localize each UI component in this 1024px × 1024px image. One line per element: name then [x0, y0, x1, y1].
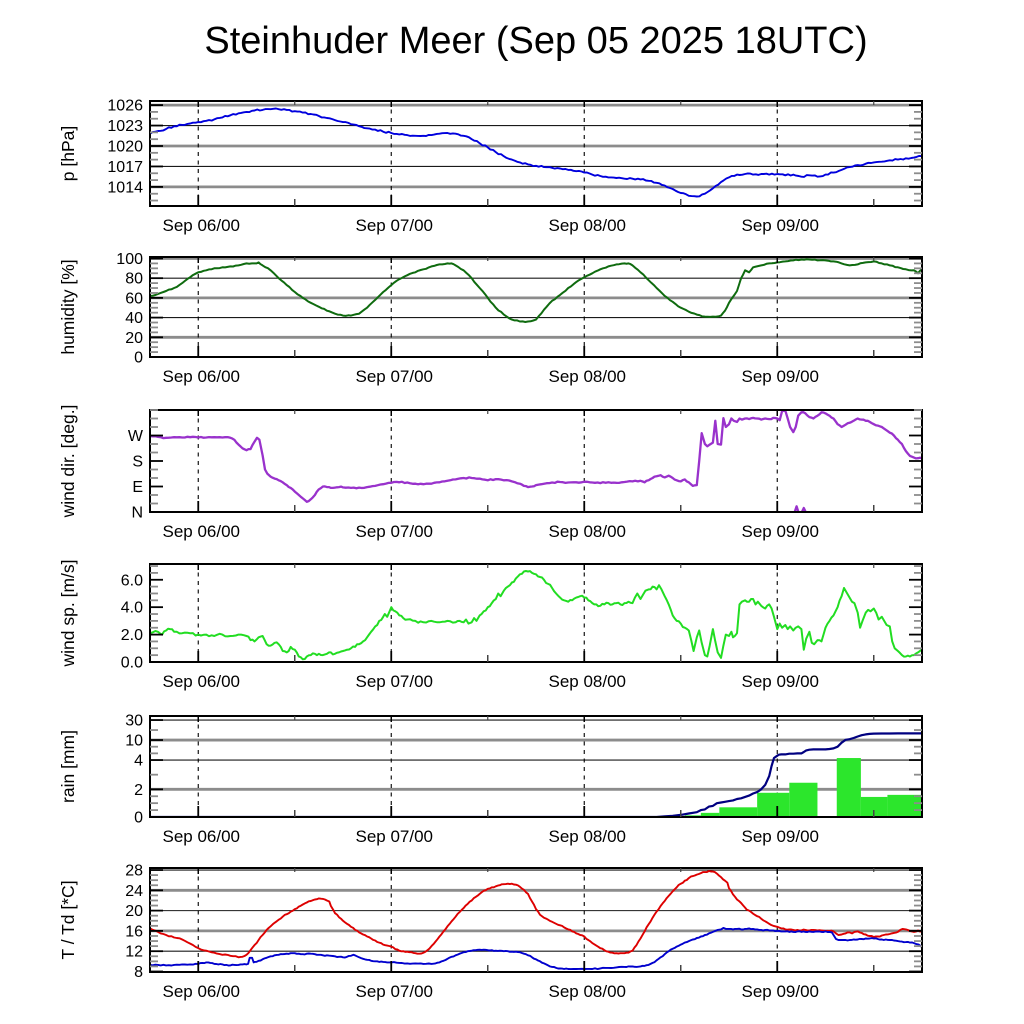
x-tick-label: Sep 06/00 — [162, 827, 241, 846]
x-tick-label: Sep 09/00 — [741, 367, 820, 386]
axis-ticks — [150, 868, 922, 972]
axis-labels — [58, 405, 819, 541]
panel-frame — [150, 410, 922, 512]
rain-3h-bars — [757, 793, 789, 817]
x-tick-label: Sep 08/00 — [548, 367, 627, 386]
y-tick-label: 40 — [125, 310, 143, 328]
x-tick-label: Sep 09/00 — [741, 522, 820, 541]
panel-frame — [150, 257, 922, 357]
wind-speed-line — [150, 571, 922, 659]
panel-frame — [150, 101, 922, 206]
panel-humidity — [58, 251, 922, 386]
dewpoint-line — [150, 928, 922, 969]
x-tick-label: Sep 07/00 — [355, 216, 434, 235]
panel-frame — [150, 564, 922, 662]
x-tick-label: Sep 06/00 — [162, 672, 241, 691]
y-tick-label: 30 — [125, 712, 143, 730]
series-group — [150, 733, 922, 817]
y-tick-label: S — [132, 453, 143, 471]
series-group — [150, 259, 922, 322]
y-tick-label: N — [131, 504, 143, 522]
series-group — [150, 871, 922, 969]
y-axis-label: wind sp. [m/s] — [58, 559, 78, 667]
x-tick-label: Sep 08/00 — [548, 672, 627, 691]
y-tick-label: 12 — [125, 943, 143, 961]
rain-3h-bars — [789, 783, 817, 817]
y-axis-label: wind dir. [deg.] — [58, 404, 78, 518]
series-group — [150, 109, 922, 197]
panel-wind_speed — [58, 560, 922, 691]
axis-labels — [58, 713, 819, 846]
temperature-line — [150, 871, 922, 957]
y-tick-label: 8 — [134, 963, 143, 981]
y-axis-label: humidity [%] — [58, 259, 78, 355]
y-tick-label: 1026 — [107, 97, 143, 115]
y-tick-label: 0 — [134, 349, 143, 367]
y-axis-label: T / Td [*C] — [58, 880, 78, 960]
y-axis-label: rain [mm] — [58, 730, 78, 803]
chart-title: Steinhuder Meer (Sep 05 2025 18UTC) — [204, 20, 868, 62]
y-tick-label: 24 — [125, 882, 143, 900]
x-tick-label: Sep 07/00 — [355, 367, 434, 386]
y-tick-label: 10 — [125, 732, 143, 750]
x-tick-label: Sep 09/00 — [741, 216, 820, 235]
y-tick-label: 20 — [125, 329, 143, 347]
axis-labels — [58, 251, 819, 386]
y-tick-label: 0.0 — [120, 654, 143, 672]
axis-labels — [58, 560, 819, 691]
pressure-line — [150, 109, 922, 197]
x-tick-label: Sep 08/00 — [548, 827, 627, 846]
x-tick-label: Sep 07/00 — [355, 982, 434, 1001]
y-axis-label: p [hPa] — [58, 125, 78, 182]
rain-3h-bars — [837, 758, 861, 817]
axis-ticks — [150, 101, 922, 206]
panel-wind_direction — [58, 405, 922, 541]
y-tick-label: 6.0 — [120, 572, 143, 590]
y-tick-label: 80 — [125, 270, 143, 288]
x-tick-label: Sep 06/00 — [162, 367, 241, 386]
y-tick-label: 4.0 — [120, 599, 143, 617]
gridlines — [150, 870, 922, 951]
x-tick-label: Sep 06/00 — [162, 216, 241, 235]
y-tick-label: 1014 — [107, 179, 143, 197]
x-tick-label: Sep 08/00 — [548, 522, 627, 541]
panel-frame — [150, 868, 922, 972]
panel-pressure — [58, 98, 922, 235]
axis-ticks — [150, 257, 922, 357]
x-tick-label: Sep 07/00 — [355, 522, 434, 541]
x-tick-label: Sep 09/00 — [741, 672, 820, 691]
y-tick-label: 0 — [134, 809, 143, 827]
y-tick-label: 1017 — [107, 158, 143, 176]
humidity-line — [150, 259, 922, 322]
x-tick-label: Sep 09/00 — [741, 827, 820, 846]
y-tick-label: E — [132, 479, 143, 496]
wind-direction-north-crossings-line — [795, 506, 798, 511]
y-tick-label: 100 — [116, 250, 143, 268]
y-tick-label: 1020 — [107, 138, 143, 156]
y-tick-label: 20 — [125, 903, 143, 921]
rain-3h-bars — [887, 795, 922, 817]
panel-temperature_dewpoint — [58, 863, 922, 1001]
rain-3h-bars — [719, 807, 757, 817]
x-tick-label: Sep 07/00 — [355, 672, 434, 691]
y-tick-label: 60 — [125, 290, 143, 308]
panel-rain — [58, 713, 922, 846]
y-tick-label: W — [127, 428, 143, 445]
x-tick-label: Sep 09/00 — [741, 982, 820, 1001]
x-tick-label: Sep 06/00 — [162, 522, 241, 541]
x-tick-label: Sep 08/00 — [548, 982, 627, 1001]
axis-ticks — [150, 410, 922, 512]
x-tick-label: Sep 06/00 — [162, 982, 241, 1001]
y-tick-label: 28 — [125, 862, 143, 880]
wind-direction-north-crossings-line — [802, 508, 805, 511]
gridlines — [150, 258, 922, 337]
series-group — [150, 571, 922, 659]
y-tick-label: 2 — [134, 781, 143, 799]
x-tick-label: Sep 07/00 — [355, 827, 434, 846]
series-group — [150, 411, 922, 512]
y-tick-label: 16 — [125, 923, 143, 941]
x-tick-label: Sep 08/00 — [548, 216, 627, 235]
axis-ticks — [150, 564, 922, 662]
y-tick-label: 1023 — [107, 118, 143, 136]
y-tick-label: 4 — [134, 752, 143, 770]
wind-direction-line — [150, 411, 922, 502]
y-tick-label: 2.0 — [120, 627, 143, 645]
gridlines — [150, 720, 922, 789]
